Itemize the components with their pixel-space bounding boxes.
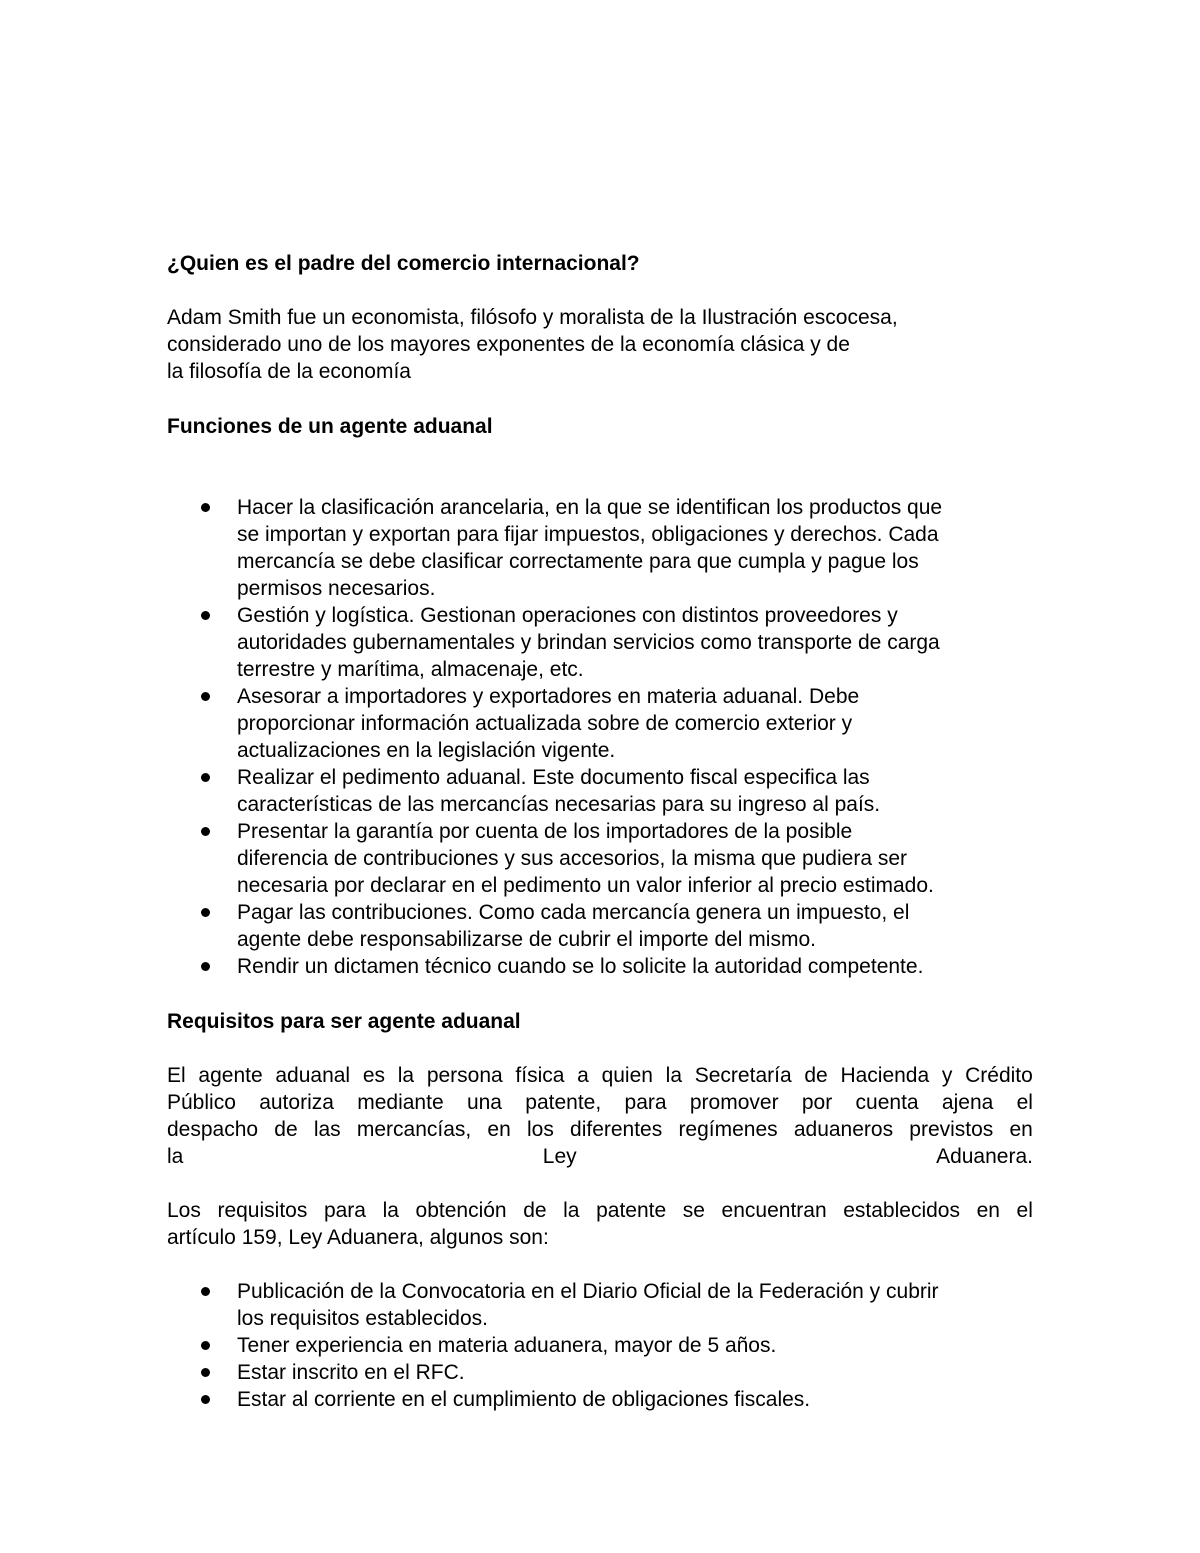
text-line: considerado uno de los mayores exponentes de la economía clásica y de <box>167 333 850 356</box>
text-line <box>167 1089 1033 1116</box>
word: obtención <box>415 1199 507 1222</box>
word: Aduanera. <box>936 1145 1033 1168</box>
word: establecidos <box>843 1199 960 1222</box>
word: y <box>941 1064 953 1087</box>
word: de <box>804 1064 828 1087</box>
word: el <box>1016 1091 1033 1114</box>
word: la <box>563 1199 580 1222</box>
paragraph-adam-smith <box>167 304 1033 385</box>
word: cuenta <box>855 1091 919 1114</box>
word: previstos <box>909 1118 994 1141</box>
word: mediante <box>357 1091 444 1114</box>
word: El <box>167 1064 186 1087</box>
text-line: Publicación de la Convocatoria en el Diario Oficial de la Federación y cubrir <box>237 1280 939 1303</box>
bullet-icon <box>201 1395 210 1404</box>
text-line: Asesorar a importadores y exportadores en materia aduanal. Debe <box>237 685 860 708</box>
word: diferentes <box>570 1118 663 1141</box>
text-line: agente debe responsabilizarse de cubrir el importe del mismo. <box>237 928 816 951</box>
heading-requisitos: Requisitos para ser agente aduanal <box>167 1010 521 1033</box>
word: el <box>1016 1199 1033 1222</box>
word: las <box>313 1118 341 1141</box>
word: Secretaría <box>694 1064 792 1087</box>
bullet-icon <box>201 962 210 971</box>
document-page <box>167 250 1033 1413</box>
word: de <box>523 1199 547 1222</box>
word: Hacienda <box>840 1064 930 1087</box>
text-line: Tener experiencia en materia aduanera, mayor de 5 años. <box>237 1334 777 1357</box>
bullet-icon <box>201 773 210 782</box>
word: aduaneros <box>793 1118 894 1141</box>
word: patente, <box>525 1091 602 1114</box>
text-line: Hacer la clasificación arancelaria, en la que se identifican los productos que <box>237 496 943 519</box>
list-item <box>167 1386 1033 1413</box>
bullet-icon <box>201 827 210 836</box>
word: Los <box>167 1199 201 1222</box>
bullet-icon <box>201 503 210 512</box>
funciones-list <box>167 494 1033 980</box>
text-line <box>167 1062 1033 1089</box>
word: para <box>323 1199 366 1222</box>
word: en <box>487 1118 511 1141</box>
paragraph-requisitos-intro <box>167 1197 1033 1251</box>
text-line: Rendir un dictamen técnico cuando se lo solicite la autoridad competente. <box>237 955 924 978</box>
word: en <box>976 1199 1000 1222</box>
text-line: diferencia de contribuciones y sus accesorios, la misma que pudiera ser <box>237 847 908 870</box>
word: física <box>515 1064 565 1087</box>
word: regímenes <box>678 1118 778 1141</box>
bullet-icon <box>201 692 210 701</box>
text-line: Pagar las contribuciones. Como cada mercancía genera un impuesto, el <box>237 901 910 924</box>
bullet-icon <box>201 1368 210 1377</box>
word: agente <box>198 1064 263 1087</box>
word: a <box>577 1064 589 1087</box>
text-line: Presentar la garantía por cuenta de los importadores de la posible <box>237 820 853 843</box>
word: patente <box>596 1199 667 1222</box>
text-line <box>167 1116 1033 1143</box>
text-line: artículo 159, Ley Aduanera, algunos son: <box>167 1226 549 1249</box>
list-item <box>167 1332 1033 1359</box>
word: la <box>397 1064 415 1087</box>
list-item <box>167 494 1033 602</box>
text-line <box>167 1197 1033 1224</box>
text-line: Estar al corriente en el cumplimiento de obligaciones fiscales. <box>237 1388 811 1411</box>
word: se <box>682 1199 705 1222</box>
paragraph-agente-definicion <box>167 1062 1033 1170</box>
word: Ley <box>542 1145 577 1168</box>
requisitos-list <box>167 1278 1033 1413</box>
word: quien <box>601 1064 653 1087</box>
word: la <box>665 1064 683 1087</box>
text-line: mercancía se debe clasificar correctamente para que cumpla y pague los <box>237 550 919 573</box>
word: aduanal <box>275 1064 351 1087</box>
word: para <box>624 1091 667 1114</box>
list-item <box>167 899 1033 953</box>
word: los <box>526 1118 554 1141</box>
word: requisitos <box>217 1199 308 1222</box>
word: una <box>466 1091 502 1114</box>
word: ajena <box>941 1091 994 1114</box>
bullet-icon <box>201 908 210 917</box>
word: mercancías, <box>356 1118 472 1141</box>
word: Público <box>167 1091 236 1114</box>
list-item <box>167 602 1033 683</box>
word: autoriza <box>259 1091 334 1114</box>
text-line: Adam Smith fue un economista, filósofo y moralista de la Ilustración escocesa, <box>167 306 898 329</box>
list-item <box>167 818 1033 899</box>
text-line: Gestión y logística. Gestionan operaciones con distintos proveedores y <box>237 604 898 627</box>
heading-padre-comercio: ¿Quien es el padre del comercio internacional? <box>167 252 640 275</box>
text-line-last <box>167 1143 1033 1170</box>
list-item <box>167 953 1033 980</box>
text-line: necesaria por declarar en el pedimento un valor inferior al precio estimado. <box>237 874 934 897</box>
word: la <box>382 1199 399 1222</box>
word: persona <box>426 1064 503 1087</box>
text-line: se importan y exportan para fijar impuestos, obligaciones y derechos. Cada <box>237 523 939 546</box>
heading-funciones: Funciones de un agente aduanal <box>167 415 493 438</box>
text-line: características de las mercancías necesarias para su ingreso al país. <box>237 793 881 816</box>
word: Crédito <box>965 1064 1033 1087</box>
word: es <box>362 1064 386 1087</box>
word: en <box>1009 1118 1033 1141</box>
text-line: la filosofía de la economía <box>167 360 411 383</box>
word: por <box>801 1091 833 1114</box>
word: de <box>274 1118 298 1141</box>
text-line: Realizar el pedimento aduanal. Este documento fiscal especifica las <box>237 766 870 789</box>
word: encuentran <box>721 1199 827 1222</box>
word: despacho <box>167 1118 259 1141</box>
text-line: Estar inscrito en el RFC. <box>237 1361 465 1384</box>
bullet-icon <box>201 611 210 620</box>
word: promover <box>689 1091 779 1114</box>
word: la <box>167 1145 184 1168</box>
text-line: los requisitos establecidos. <box>237 1307 488 1330</box>
bullet-icon <box>201 1287 210 1296</box>
list-item <box>167 1359 1033 1386</box>
text-line: autoridades gubernamentales y brindan servicios como transporte de carga <box>237 631 940 654</box>
text-line: proporcionar información actualizada sobre de comercio exterior y <box>237 712 853 735</box>
text-line: actualizaciones en la legislación vigente. <box>237 739 616 762</box>
list-item <box>167 1278 1033 1332</box>
list-item <box>167 764 1033 818</box>
bullet-icon <box>201 1341 210 1350</box>
text-line: permisos necesarios. <box>237 577 436 600</box>
list-item <box>167 683 1033 764</box>
text-line: terrestre y marítima, almacenaje, etc. <box>237 658 584 681</box>
